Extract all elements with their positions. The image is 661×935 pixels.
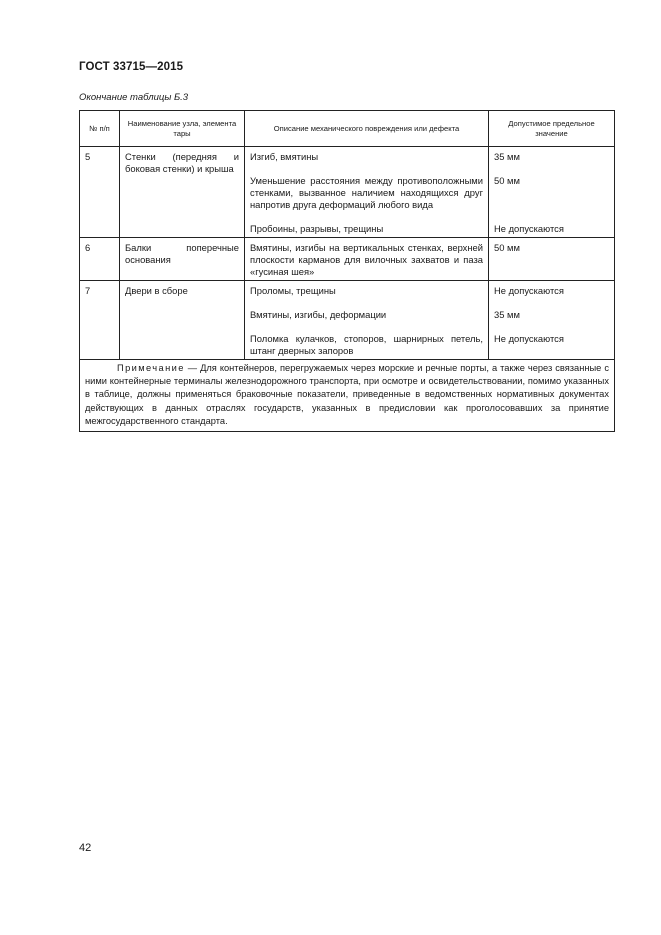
unit-name: Двери в сборе <box>120 281 245 360</box>
note-label: Примечание <box>117 363 185 373</box>
unit-name: Балки поперечные основания <box>120 238 245 281</box>
limit-value: 50 мм <box>494 175 520 186</box>
defect-description-cell <box>245 147 489 238</box>
limit-value: Не допускаются <box>494 223 564 234</box>
limit-value: 50 мм <box>489 238 615 281</box>
table-note <box>80 360 615 432</box>
table-row <box>80 238 615 281</box>
defect-description: Проломы, трещины <box>250 285 336 296</box>
limit-value-cell <box>489 147 615 238</box>
defect-description: Вмятины, изгибы, деформации <box>250 309 387 320</box>
page-number: 42 <box>79 842 92 854</box>
limit-value: 35 мм <box>494 151 520 162</box>
limit-value: 35 мм <box>494 309 520 320</box>
limit-value: Не допускаются <box>494 285 564 296</box>
document-code: ГОСТ 33715—2015 <box>79 61 184 73</box>
column-header-limit-value: Допустимое предельное значение <box>489 111 615 147</box>
limit-value-cell <box>489 281 615 360</box>
defects-table <box>79 110 615 432</box>
table-row <box>80 281 615 360</box>
limit-value: Не допускаются <box>494 333 564 344</box>
note-text: — Для контейнеров, перегружаемых через морские и речные порты, а также через связанные с ними контейнерные терминалы железнодорожного транспорта, при осмотре и освидетельствовании, помимо указанных в таблице, должны применяться браковочные показатели, приведенные в ведомственных нормативных документах действующих в данных отраслях государств, указанных в предисловии как проголосовавших за принятие межгосударственного стандарта. <box>85 363 609 426</box>
table-header-row <box>80 111 615 147</box>
column-header-number: № п/п <box>80 111 120 147</box>
column-header-defect-description: Описание механического повреждения или дефекта <box>245 111 489 147</box>
defect-description: Пробоины, разрывы, трещины <box>250 223 384 234</box>
defect-description: Вмятины, изгибы на вертикальных стенках, верхней плоскости карманов для вилочных захватов и паза «гусиная шея» <box>245 238 489 281</box>
row-number: 5 <box>80 147 120 238</box>
table-caption: Окончание таблицы Б.3 <box>79 92 189 103</box>
column-header-unit-name: Наименование узла, элемента тары <box>120 111 245 147</box>
table-note-row <box>80 360 615 432</box>
row-number: 6 <box>80 238 120 281</box>
defect-description: Изгиб, вмятины <box>250 151 319 162</box>
table-row <box>80 147 615 238</box>
defect-description-cell <box>245 281 489 360</box>
defect-description: Уменьшение расстояния между противоположными стенками, вызванное наличием находящихся друг напротив друга деформаций любого вида <box>250 175 483 210</box>
defect-description: Поломка кулачков, стопоров, шарнирных петель, штанг дверных запоров <box>250 333 483 356</box>
unit-name: Стенки (передняя и боковая стенки) и крыша <box>120 147 245 238</box>
row-number: 7 <box>80 281 120 360</box>
